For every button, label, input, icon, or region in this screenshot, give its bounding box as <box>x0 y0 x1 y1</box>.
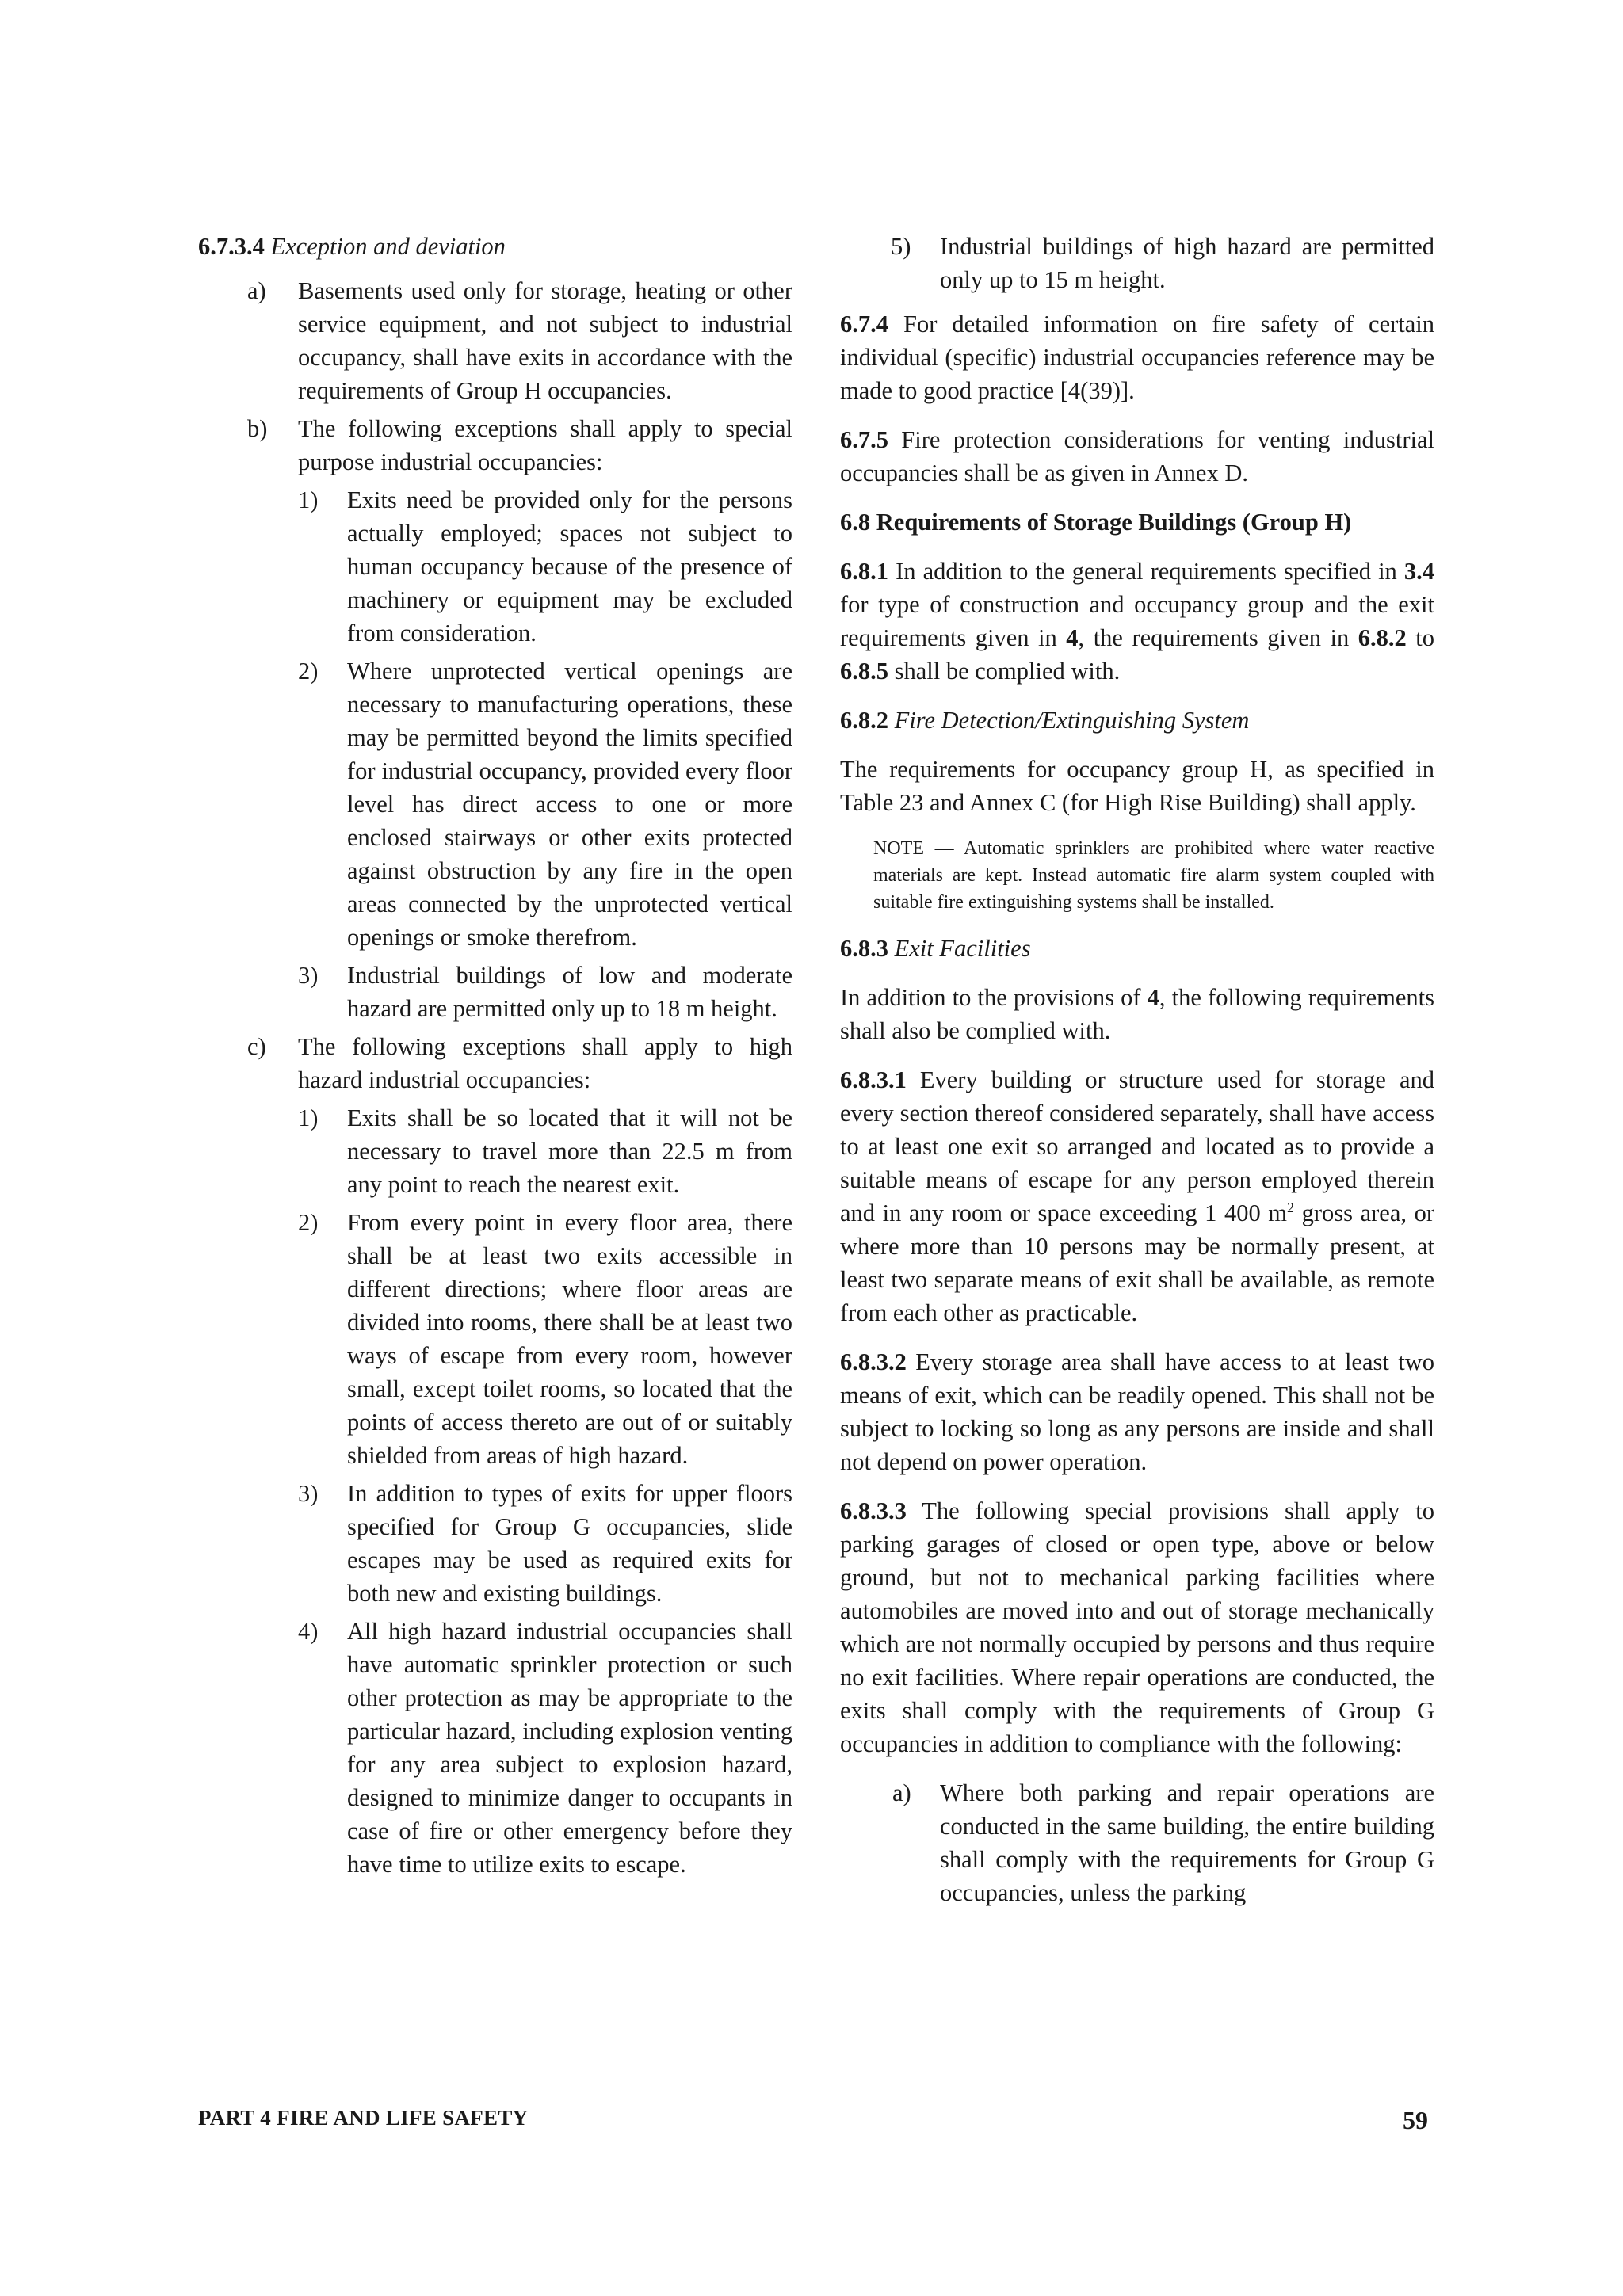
page-number: 59 <box>1403 2106 1428 2134</box>
section-number: 6.8.1 <box>840 558 888 585</box>
cross-reference: 4 <box>1066 624 1079 651</box>
list-item-c3 <box>198 1477 792 1610</box>
list-text: The following exceptions shall apply to special purpose industrial occupancies: <box>298 415 792 475</box>
list-marker: a) <box>892 1779 911 1806</box>
left-column <box>198 230 792 1886</box>
superscript: 2 <box>1287 1199 1295 1215</box>
paragraph-6-8-2: The requirements for occupancy group H, as specified in Table 23 and Annex C (for High Rise Building) shall apply. <box>840 756 1434 816</box>
list-text: Where unprotected vertical openings are necessary to manufacturing operations, these may be permitted beyond the limits specified for industrial occupancy, provided every floor level has direct access to one or more enclosed stairways or other exits protected against obstruction by any fire in the open areas connected by the unprotected vertical openings or smoke therefrom. <box>347 658 792 951</box>
paragraph-text: Every building or structure used for storage and every section thereof considered separately, shall have access to at least one exit so arranged and located as to provide a suitable means of escape for any person employed therein and in any room or space exceeding 1 400 m <box>840 1066 1434 1226</box>
list-item-b1 <box>198 483 792 650</box>
list-item-c <box>198 1030 792 1097</box>
list-item-c1 <box>198 1101 792 1201</box>
paragraph-6-8-3-3 <box>840 1494 1434 1760</box>
list-item-6-8-3-3-a <box>840 1776 1434 1909</box>
list-text: The following exceptions shall apply to high hazard industrial occupancies: <box>298 1033 792 1093</box>
list-text: In addition to types of exits for upper floors specified for Group G occupancies, slide escapes may be used as required exits for both new and existing buildings. <box>347 1480 792 1607</box>
cross-reference: 3.4 <box>1403 558 1435 585</box>
section-title: Exception and deviation <box>270 233 506 260</box>
section-number: 6.8.3.2 <box>840 1348 907 1375</box>
paragraph-text: gross area, or where more than 10 persons may be normally present, at least two separate means of exit shall be available, as remote from each other as practicable. <box>840 1199 1434 1326</box>
section-number: 6.7.5 <box>840 426 888 453</box>
section-number: 6.8.3.1 <box>840 1066 907 1093</box>
list-marker: 1) <box>298 1104 319 1131</box>
list-text: Basements used only for storage, heating or other service equipment, and not subject to industrial occupancy, shall have exits in accordance with the requirements of Group H occupancies. <box>298 277 792 404</box>
list-item-c4 <box>198 1615 792 1881</box>
list-text: Exits shall be so located that it will not be necessary to travel more than 22.5 m from any point to reach the nearest exit. <box>347 1104 792 1198</box>
paragraph-text: Fire protection considerations for venting industrial occupancies shall be as given in Annex D. <box>840 426 1434 486</box>
list-text: All high hazard industrial occupancies shall have automatic sprinkler protection or such other protection as may be appropriate to the particular hazard, including explosion venting for any area subject to explosion hazard, designed to minimize danger to occupants in case of fire or other emergency before they have time to utilize exits to escape. <box>347 1618 792 1878</box>
paragraph-text: shall be complied with. <box>894 658 1121 685</box>
section-number: 6.8.2 <box>840 707 888 734</box>
section-heading-6-8: 6.8 Requirements of Storage Buildings (Group H) <box>840 509 1352 536</box>
list-marker: 1) <box>298 486 319 513</box>
paragraph-text: , the following requirements shall also be complied with. <box>840 984 1435 1044</box>
paragraph-text: In addition to the general requirements specified in <box>896 558 1397 585</box>
section-number: 6.7.4 <box>840 311 888 338</box>
section-title: Fire Detection/Extinguishing System <box>894 707 1250 734</box>
paragraph-text: for type of construction and occupancy group and the exit requirements given in <box>840 591 1434 651</box>
list-item-c2 <box>198 1206 792 1472</box>
paragraph-6-8-1 <box>840 555 1434 688</box>
list-text: Exits need be provided only for the persons actually employed; spaces not subject to human occupancy because of the presence of machinery or equipment may be excluded from consideration. <box>347 486 792 646</box>
right-column <box>840 230 1434 1914</box>
list-marker: 3) <box>298 1480 319 1507</box>
section-heading-6-8-3 <box>840 932 1434 965</box>
list-item-c5 <box>840 230 1434 296</box>
list-item-a <box>198 274 792 407</box>
cross-reference: 6.8.5 <box>840 658 888 685</box>
list-marker: 5) <box>891 233 911 260</box>
list-text: Industrial buildings of low and moderate hazard are permitted only up to 18 m height. <box>347 962 792 1022</box>
paragraph-6-7-4 <box>840 307 1434 407</box>
section-number: 6.8.3.3 <box>840 1497 907 1524</box>
paragraph-text: The following special provisions shall apply to parking garages of closed or open type, above or below ground, but not to mechanical parking facilities where automobiles are moved into and out of storage mechanically which are not normally occupied by persons and thus require no exit facilities. Where repair operations are conducted, the exits shall comply with the requirements of Group G occupancies in addition to compliance with the following: <box>840 1497 1434 1757</box>
section-title: Exit Facilities <box>894 935 1031 962</box>
list-marker: a) <box>247 277 266 304</box>
section-heading-6-8-2 <box>840 704 1434 737</box>
list-marker: c) <box>247 1033 266 1060</box>
section-number: 6.8.3 <box>840 935 888 962</box>
list-marker: 4) <box>298 1618 319 1645</box>
running-footer: PART 4 FIRE AND LIFE SAFETY <box>198 2106 529 2130</box>
paragraph-text: , the requirements given in <box>1078 624 1350 651</box>
paragraph-text: For detailed information on fire safety of certain individual (specific) industrial occupancies reference may be made to good practice [4(39)]. <box>840 311 1434 404</box>
paragraph-6-8-3 <box>840 981 1434 1047</box>
list-text: Industrial buildings of high hazard are permitted only up to 15 m height. <box>940 233 1434 293</box>
list-marker: 2) <box>298 1209 319 1236</box>
list-marker: b) <box>247 415 268 442</box>
list-text: From every point in every floor area, there shall be at least two exits accessible in different directions; where floor areas are divided into rooms, there shall be at least two ways of escape from every room, however small, except toilet rooms, so located that the points of access thereto are out of or suitably shielded from areas of high hazard. <box>347 1209 792 1469</box>
paragraph-6-8-3-2 <box>840 1345 1434 1478</box>
list-text: Where both parking and repair operations are conducted in the same building, the entire building shall comply with the requirements for Group G occupancies, unless the parking <box>940 1779 1434 1906</box>
cross-reference: 4 <box>1147 984 1159 1011</box>
list-marker: 3) <box>298 962 319 989</box>
list-item-b <box>198 412 792 479</box>
section-heading-6-7-3-4 <box>198 230 792 263</box>
list-item-b3 <box>198 959 792 1025</box>
paragraph-6-8-3-1 <box>840 1063 1434 1329</box>
paragraph-text: to <box>1415 624 1435 651</box>
paragraph-text: In addition to the provisions of <box>840 984 1141 1011</box>
paragraph-text: Every storage area shall have access to at least two means of exit, which can be readily opened. This shall not be subject to locking so long as any persons are inside and shall not depend on power operation. <box>840 1348 1434 1475</box>
note: NOTE — Automatic sprinklers are prohibited where water reactive materials are kept. Instead automatic fire alarm system coupled with suitable fire extinguishing systems shall be installed. <box>873 838 1434 913</box>
paragraph-6-7-5 <box>840 423 1434 490</box>
cross-reference: 6.8.2 <box>1358 624 1407 651</box>
section-number: 6.7.3.4 <box>198 233 265 260</box>
list-marker: 2) <box>298 658 319 685</box>
list-item-b2 <box>198 654 792 954</box>
